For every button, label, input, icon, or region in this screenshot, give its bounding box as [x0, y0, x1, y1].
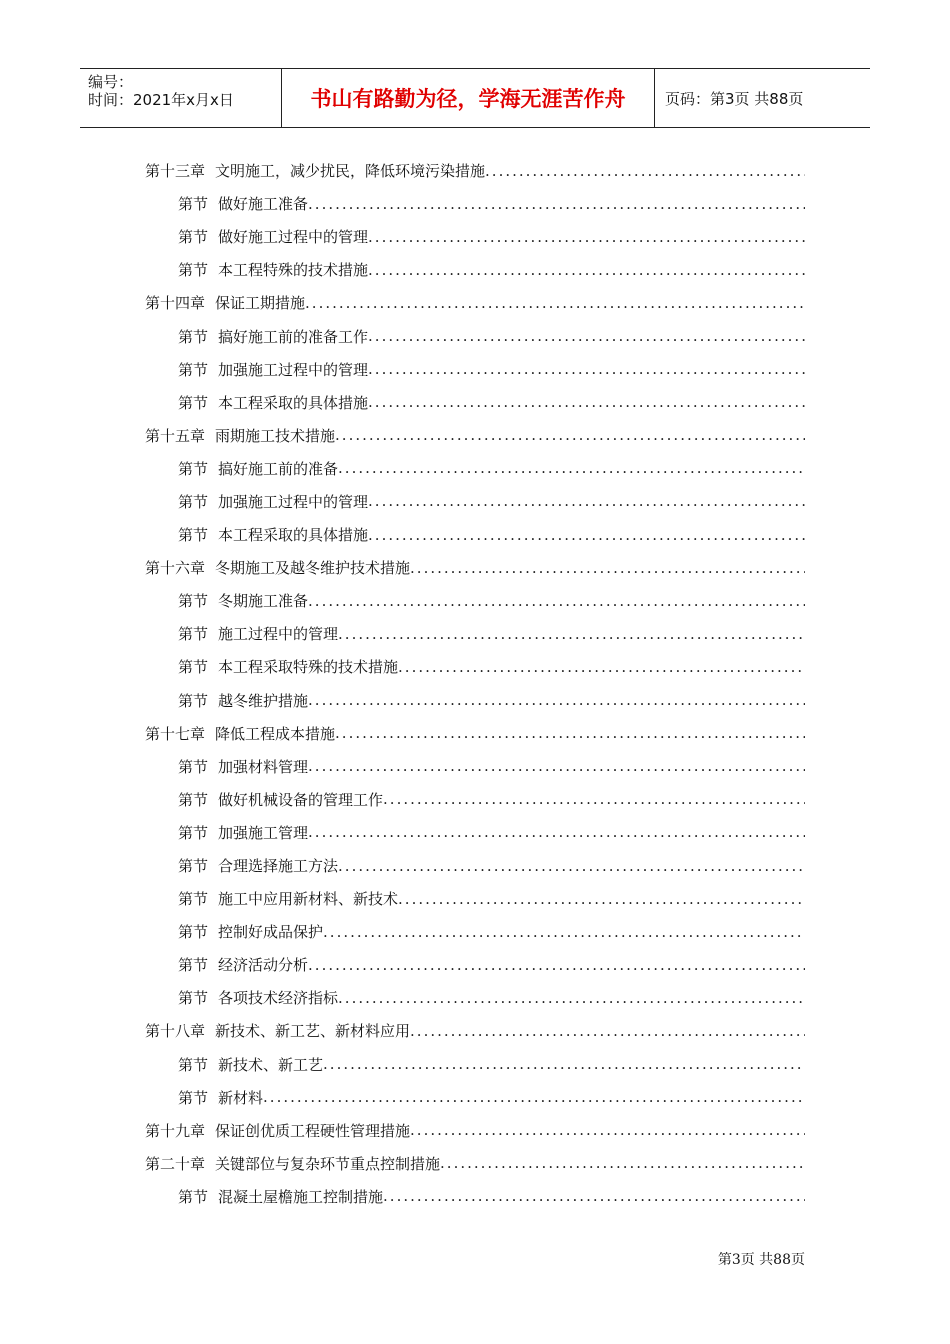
toc-entry-prefix: 第节 — [178, 956, 209, 975]
toc-dot-leader — [308, 956, 805, 974]
toc-dot-leader — [485, 162, 805, 180]
toc-dot-leader — [368, 228, 805, 246]
toc-entry-title: 本工程采取的具体措施 — [218, 526, 369, 545]
toc-entry-prefix: 第节 — [178, 790, 209, 809]
page-footer: 第3页 共88页 — [717, 1252, 805, 1268]
toc-section-entry[interactable] — [145, 816, 805, 849]
toc-dot-leader — [308, 592, 805, 610]
toc-entry-title: 搞好施工前的准备工作 — [218, 327, 369, 346]
toc-entry-prefix: 第节 — [178, 459, 209, 478]
toc-section-entry[interactable] — [145, 617, 805, 650]
document-date-label: 时间：2021年x月x日 — [88, 91, 234, 109]
toc-dot-leader — [398, 658, 805, 676]
toc-dot-leader — [398, 890, 805, 908]
toc-entry-title: 加强施工管理 — [218, 823, 309, 842]
toc-entry-title: 本工程采取的具体措施 — [218, 393, 369, 412]
toc-dot-leader — [308, 757, 805, 775]
toc-section-entry[interactable] — [145, 1081, 805, 1114]
toc-entry-title: 混凝土屋檐施工控制措施 — [218, 1187, 384, 1206]
toc-entry-prefix: 第节 — [178, 625, 209, 644]
toc-entry-prefix: 第节 — [178, 923, 209, 942]
toc-entry-title: 文明施工，减少扰民，降低环境污染措施 — [215, 162, 486, 181]
toc-section-entry[interactable] — [145, 650, 805, 683]
toc-entry-title: 降低工程成本措施 — [215, 724, 336, 743]
toc-dot-leader — [368, 526, 805, 544]
toc-dot-leader — [368, 360, 805, 378]
toc-section-entry[interactable] — [145, 518, 805, 551]
header-motto: 书山有路勤为径，学海无涯苦作舟 — [282, 69, 655, 127]
toc-entry-prefix: 第节 — [178, 989, 209, 1008]
toc-entry-prefix: 第节 — [178, 327, 209, 346]
toc-section-entry[interactable] — [145, 319, 805, 352]
toc-entry-prefix: 第十八章 — [145, 1022, 206, 1041]
toc-dot-leader — [410, 1121, 805, 1139]
toc-entry-prefix: 第节 — [178, 526, 209, 545]
toc-entry-title: 加强施工过程中的管理 — [218, 360, 369, 379]
toc-dot-leader — [368, 492, 805, 510]
toc-section-entry[interactable] — [145, 353, 805, 386]
toc-entry-prefix: 第节 — [178, 393, 209, 412]
toc-entry-title: 保证工期措施 — [215, 294, 306, 313]
table-of-contents — [145, 154, 805, 1213]
toc-dot-leader — [440, 1154, 805, 1172]
toc-entry-title: 控制好成品保护 — [218, 923, 324, 942]
toc-entry-prefix: 第十六章 — [145, 559, 206, 578]
toc-entry-prefix: 第节 — [178, 360, 209, 379]
toc-entry-title: 做好施工准备 — [218, 195, 309, 214]
toc-section-entry[interactable] — [145, 783, 805, 816]
toc-dot-leader — [305, 294, 805, 312]
toc-dot-leader — [338, 857, 805, 875]
toc-entry-prefix: 第节 — [178, 823, 209, 842]
toc-entry-prefix: 第十九章 — [145, 1121, 206, 1140]
toc-entry-prefix: 第节 — [178, 1187, 209, 1206]
toc-entry-title: 加强材料管理 — [218, 757, 309, 776]
toc-chapter-entry[interactable] — [145, 551, 805, 584]
toc-entry-title: 施工过程中的管理 — [218, 625, 339, 644]
toc-entry-prefix: 第节 — [178, 261, 209, 280]
toc-entry-title: 本工程采取特殊的技术措施 — [218, 658, 399, 677]
toc-entry-title: 保证创优质工程硬性管理措施 — [215, 1121, 411, 1140]
toc-section-entry[interactable] — [145, 452, 805, 485]
toc-dot-leader — [263, 1088, 805, 1106]
toc-section-entry[interactable] — [145, 915, 805, 948]
toc-entry-prefix: 第十七章 — [145, 724, 206, 743]
toc-chapter-entry[interactable] — [145, 1114, 805, 1147]
toc-entry-title: 本工程特殊的技术措施 — [218, 261, 369, 280]
toc-entry-title: 新技术、新工艺、新材料应用 — [215, 1022, 411, 1041]
toc-chapter-entry[interactable] — [145, 154, 805, 187]
toc-entry-prefix: 第节 — [178, 228, 209, 247]
toc-dot-leader — [368, 327, 805, 345]
toc-section-entry[interactable] — [145, 253, 805, 286]
toc-entry-prefix: 第节 — [178, 195, 209, 214]
toc-entry-prefix: 第节 — [178, 691, 209, 710]
toc-section-entry[interactable] — [145, 1048, 805, 1081]
toc-entry-title: 加强施工过程中的管理 — [218, 492, 369, 511]
toc-section-entry[interactable] — [145, 981, 805, 1014]
toc-entry-prefix: 第节 — [178, 890, 209, 909]
toc-section-entry[interactable] — [145, 220, 805, 253]
toc-entry-prefix: 第节 — [178, 658, 209, 677]
toc-dot-leader — [323, 923, 805, 941]
toc-dot-leader — [383, 1187, 805, 1205]
toc-dot-leader — [338, 625, 805, 643]
toc-entry-prefix: 第节 — [178, 857, 209, 876]
toc-entry-title: 做好施工过程中的管理 — [218, 228, 369, 247]
toc-section-entry[interactable] — [145, 584, 805, 617]
toc-section-entry[interactable] — [145, 882, 805, 915]
toc-dot-leader — [368, 261, 805, 279]
toc-entry-prefix: 第十三章 — [145, 162, 206, 181]
toc-section-entry[interactable] — [145, 1180, 805, 1213]
toc-dot-leader — [323, 1055, 805, 1073]
toc-chapter-entry[interactable] — [145, 1014, 805, 1047]
toc-entry-title: 越冬维护措施 — [218, 691, 309, 710]
toc-dot-leader — [383, 790, 805, 808]
toc-entry-title: 冬期施工及越冬维护技术措施 — [215, 559, 411, 578]
toc-chapter-entry[interactable] — [145, 419, 805, 452]
toc-entry-prefix: 第二十章 — [145, 1154, 206, 1173]
toc-dot-leader — [308, 823, 805, 841]
toc-entry-prefix: 第节 — [178, 1088, 209, 1107]
toc-entry-prefix: 第节 — [178, 492, 209, 511]
toc-entry-title: 搞好施工前的准备 — [218, 459, 339, 478]
toc-entry-title: 雨期施工技术措施 — [215, 426, 336, 445]
toc-entry-prefix: 第节 — [178, 1055, 209, 1074]
toc-section-entry[interactable] — [145, 849, 805, 882]
toc-dot-leader — [338, 459, 805, 477]
toc-dot-leader — [308, 691, 805, 709]
document-header — [80, 68, 870, 128]
toc-chapter-entry[interactable] — [145, 1147, 805, 1180]
toc-dot-leader — [335, 724, 805, 742]
toc-entry-title: 经济活动分析 — [218, 956, 309, 975]
toc-entry-prefix: 第十四章 — [145, 294, 206, 313]
toc-dot-leader — [308, 195, 805, 213]
toc-entry-prefix: 第十五章 — [145, 426, 206, 445]
toc-entry-prefix: 第节 — [178, 757, 209, 776]
toc-section-entry[interactable] — [145, 187, 805, 220]
toc-entry-title: 做好机械设备的管理工作 — [218, 790, 384, 809]
header-page-number: 页码：第3页 共88页 — [665, 89, 804, 108]
toc-dot-leader — [368, 393, 805, 411]
toc-entry-title: 各项技术经济指标 — [218, 989, 339, 1008]
toc-entry-title: 新材料 — [218, 1088, 264, 1107]
toc-dot-leader — [335, 426, 805, 444]
toc-entry-prefix: 第节 — [178, 592, 209, 611]
toc-section-entry[interactable] — [145, 750, 805, 783]
toc-section-entry[interactable] — [145, 684, 805, 717]
toc-chapter-entry[interactable] — [145, 717, 805, 750]
toc-dot-leader — [410, 1022, 805, 1040]
toc-dot-leader — [338, 989, 805, 1007]
toc-entry-title: 关键部位与复杂环节重点控制措施 — [215, 1154, 441, 1173]
header-meta — [80, 69, 282, 127]
toc-entry-title: 新技术、新工艺 — [218, 1055, 324, 1074]
toc-entry-title: 合理选择施工方法 — [218, 857, 339, 876]
toc-dot-leader — [410, 559, 805, 577]
document-number-label: 编号： — [88, 73, 134, 91]
toc-chapter-entry[interactable] — [145, 286, 805, 319]
toc-section-entry[interactable] — [145, 386, 805, 419]
toc-section-entry[interactable] — [145, 948, 805, 981]
toc-entry-title: 冬期施工准备 — [218, 592, 309, 611]
toc-entry-title: 施工中应用新材料、新技术 — [218, 890, 399, 909]
toc-section-entry[interactable] — [145, 485, 805, 518]
